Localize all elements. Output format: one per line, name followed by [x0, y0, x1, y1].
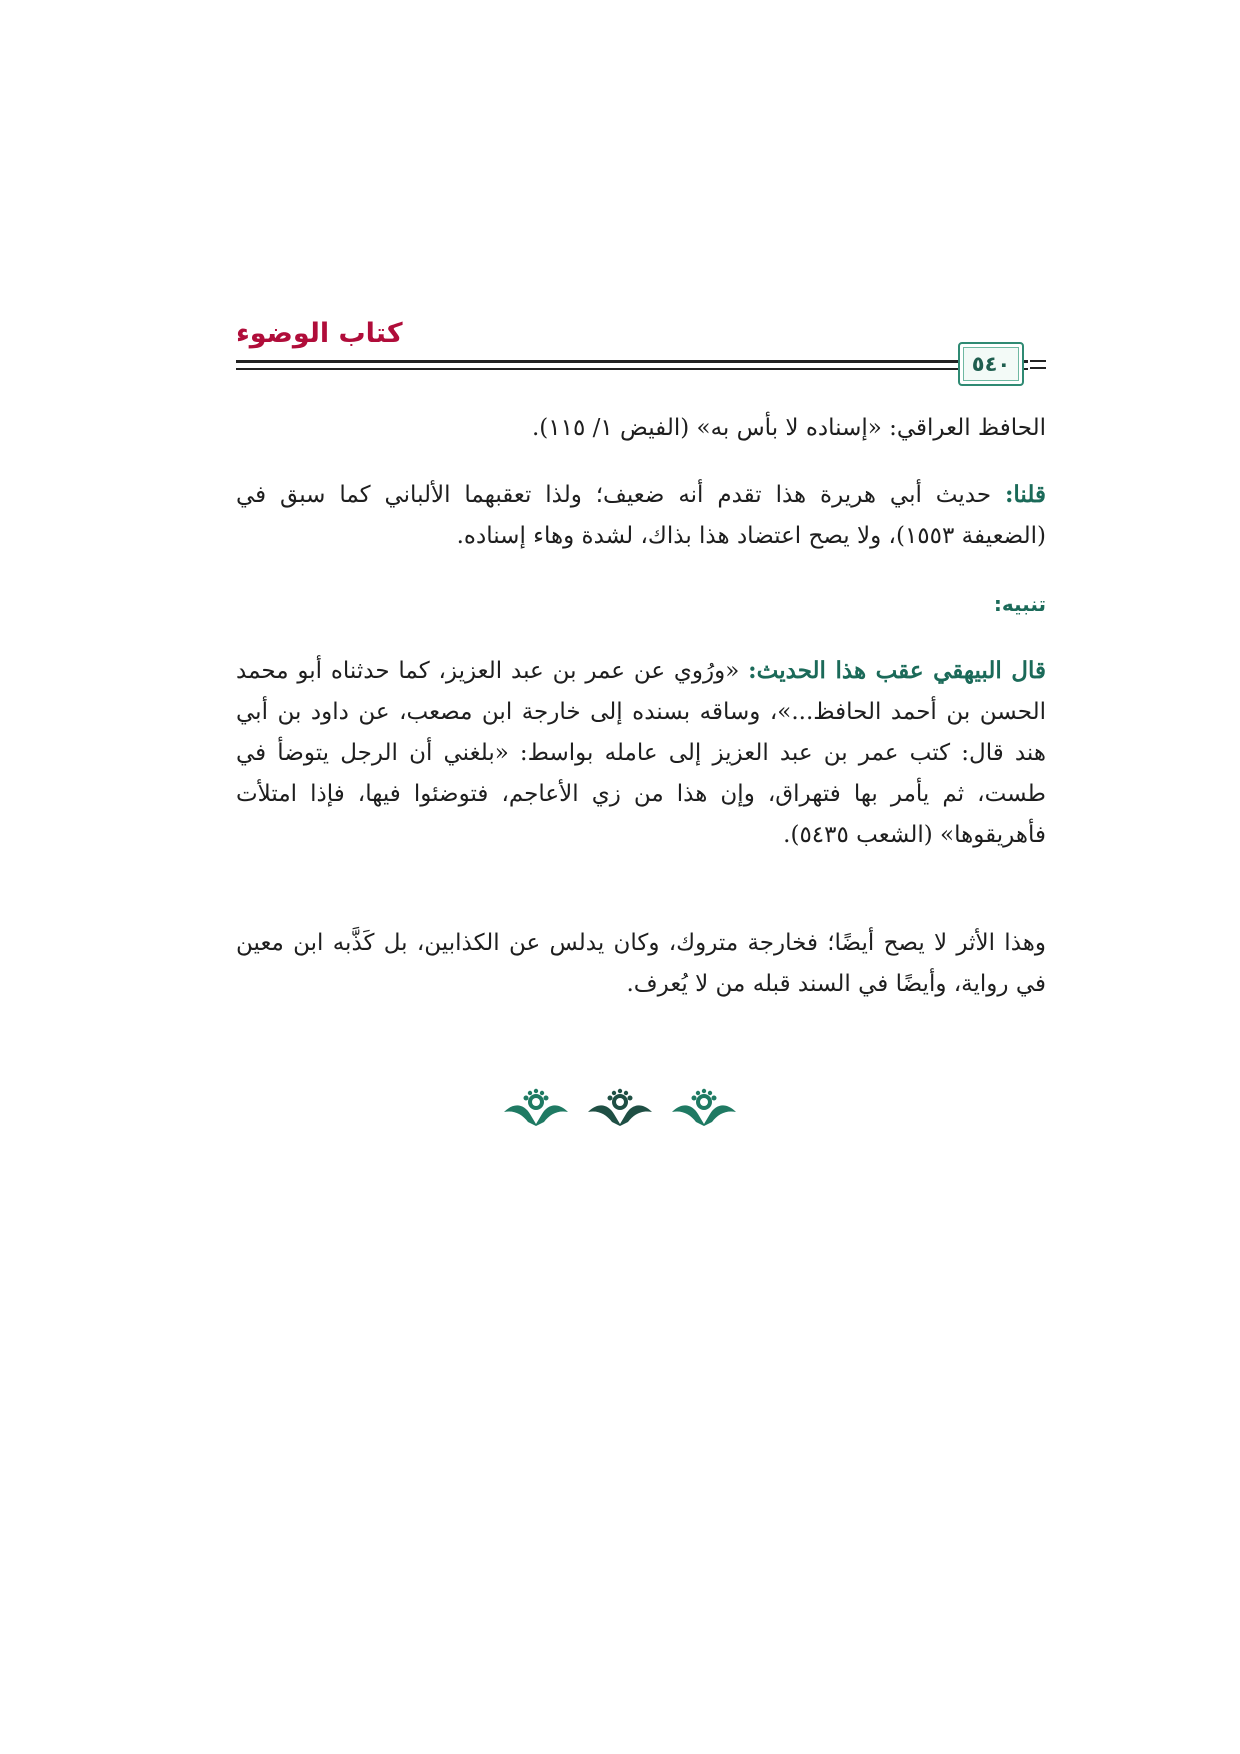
- paragraph-conclusion: وهذا الأثر لا يصح أيضًا؛ فخارجة متروك، وكان يدلس عن الكذابين، بل كَذَّبه ابن معين في رواية، وأيضًا في السند قبله من لا يُعرف.: [236, 930, 1046, 997]
- paragraph-bayhaqi: [236, 650, 1046, 856]
- section-end-ornaments: [500, 1086, 740, 1130]
- header-rule: [236, 360, 1028, 363]
- paragraph-qulna: [236, 474, 1046, 557]
- floral-ornament-icon: [584, 1088, 656, 1128]
- paragraph-body: «ورُوي عن عمر بن عبد العزيز، كما حدثناه أبو محمد الحسن بن أحمد الحافظ...»، وساقه بسنده إلى خارجة ابن مصعب، عن داود بن أبي هند قال: كتب عمر بن عبد العزيز إلى عامله بواسط: «بلغني أن الرجل يتوضأ في طست، ثم يأمر بها فتهراق، وإن هذا من زي الأعاجم، فتوضئوا فيها، فإذا امتلأت فأهريقوها» (الشعب ٥٤٣٥).: [236, 658, 1046, 848]
- header-rule-thin: [236, 368, 1028, 370]
- page-number: ٥٤٠: [971, 352, 1011, 376]
- paragraph-body: حديث أبي هريرة هذا تقدم أنه ضعيف؛ ولذا تعقبهما الألباني كما سبق في (الضعيفة ١٥٥٣)، ولا يصح اعتضاد هذا بذاك، لشدة وهاء إسناده.: [236, 482, 1046, 549]
- floral-ornament-icon: [668, 1088, 740, 1128]
- paragraph-lead: قال البيهقي عقب هذا الحديث:: [748, 657, 1046, 684]
- header-rule-end: [1030, 360, 1046, 362]
- page-number-badge: [958, 342, 1024, 386]
- book-title: كتاب الوضوء: [236, 318, 403, 349]
- header-rule-end-thin: [1030, 367, 1046, 369]
- floral-ornament-icon: [500, 1088, 572, 1128]
- paragraph-iraqi-quote: الحافظ العراقي: «إسناده لا بأس به» (الفيض ١/ ١١٥).: [531, 415, 1046, 441]
- paragraph-lead: قلنا:: [1004, 481, 1046, 508]
- note-heading: تنبيه:: [993, 592, 1046, 616]
